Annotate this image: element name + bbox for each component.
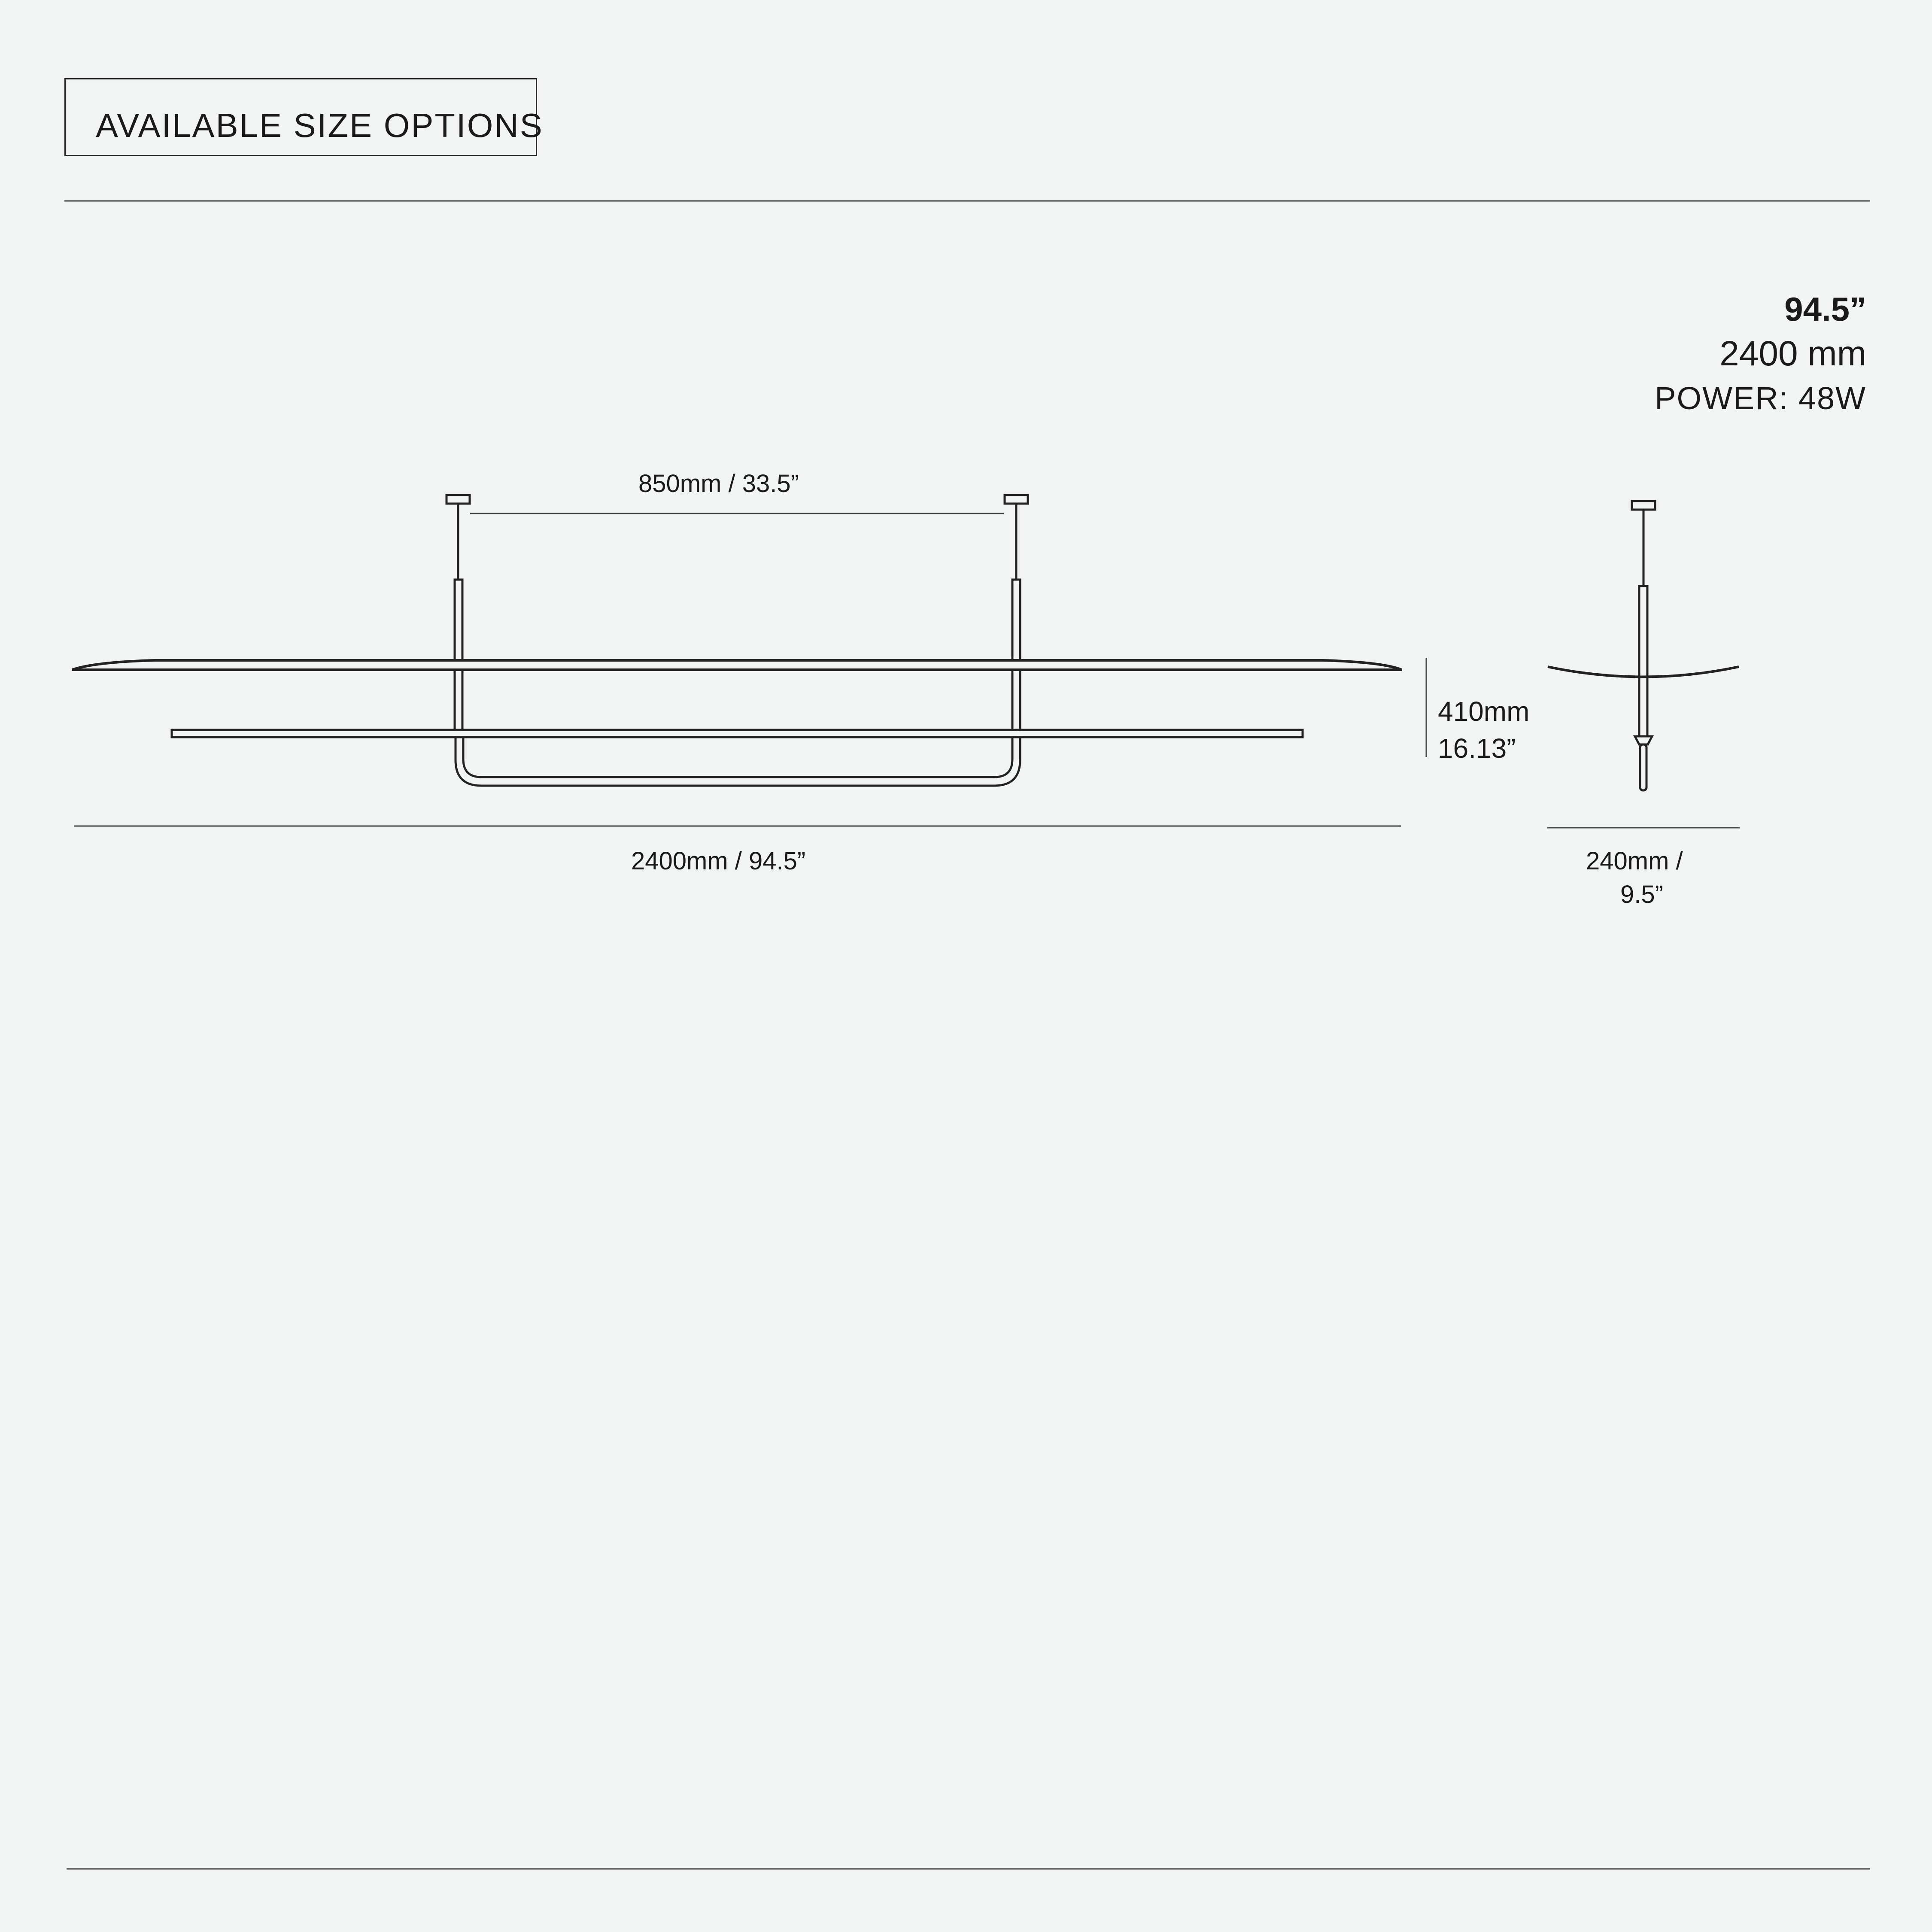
side-canopy	[1632, 501, 1655, 510]
height-mm-label: 410mm	[1438, 696, 1530, 727]
size-millimeters: 2400 mm	[1719, 334, 1866, 373]
rod-left	[455, 580, 462, 734]
ceiling-canopy-right	[1005, 495, 1028, 504]
side-view	[1548, 501, 1739, 790]
front-view	[72, 495, 1402, 786]
size-spec-block	[1655, 287, 1866, 421]
light-bar	[172, 730, 1303, 737]
spacing-dimension-label: 850mm / 33.5”	[638, 470, 799, 498]
length-dimension-label: 2400mm / 94.5”	[631, 847, 806, 875]
side-connector	[1635, 736, 1652, 744]
width-label-line1: 240mm /	[1586, 847, 1683, 875]
rod-right	[1012, 580, 1020, 734]
power-rating: POWER: 48W	[1655, 380, 1866, 416]
width-label-line2: 9.5”	[1620, 881, 1663, 908]
size-inches: 94.5”	[1784, 290, 1866, 328]
page-title: AVAILABLE SIZE OPTIONS	[96, 106, 544, 144]
u-frame-inner	[463, 735, 1012, 777]
diffuser-blade	[72, 660, 1402, 670]
ceiling-canopy-left	[447, 495, 470, 504]
side-rod	[1639, 586, 1647, 736]
side-light-bar-end	[1640, 744, 1646, 790]
height-inch-label: 16.13”	[1438, 733, 1516, 764]
